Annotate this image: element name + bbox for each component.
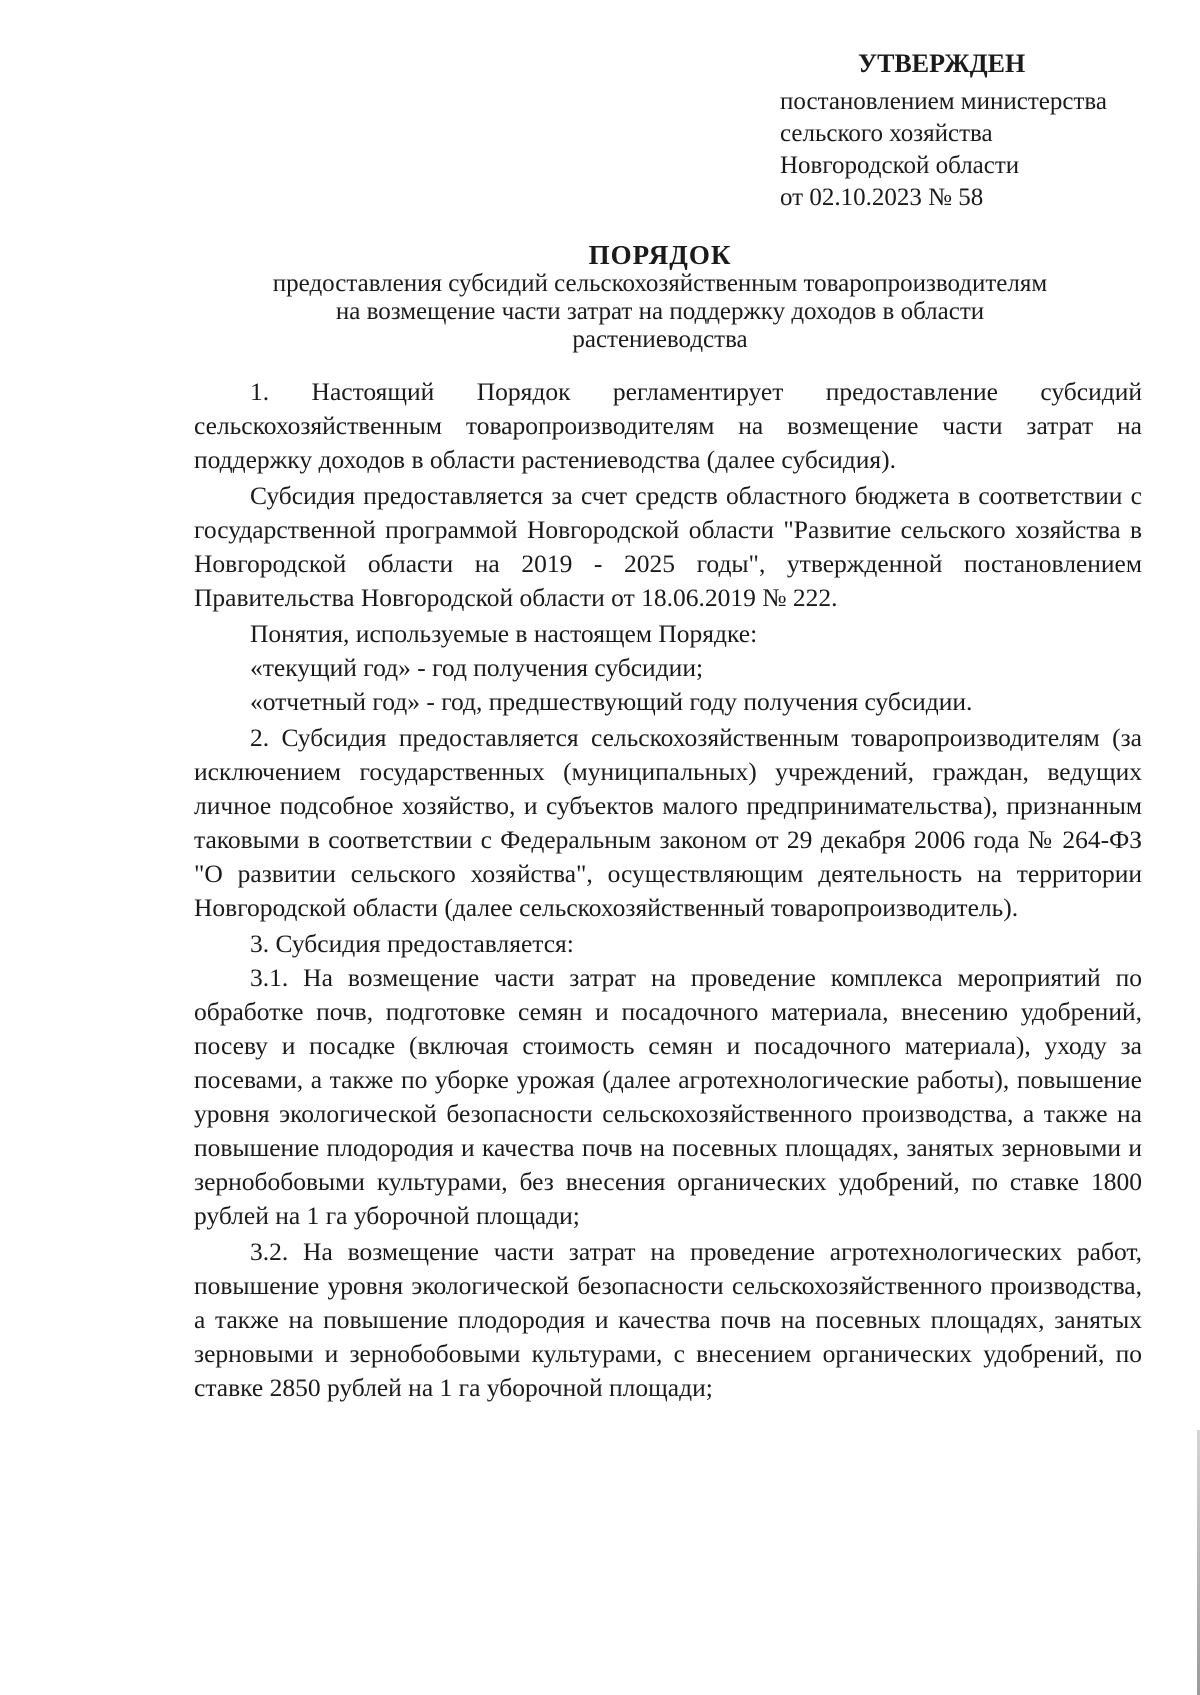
approval-line: Новгородской области (780, 152, 1020, 179)
document-subtitle-line: предоставления субсидий сельскохозяйственным товаропроизводителям (272, 270, 1048, 297)
document-subtitle-line: растениеводства (572, 326, 748, 353)
paragraph-funding: Субсидия предоставляется за счет средств областного бюджета в соответствии с государственной программой Новгородской области "Развитие сельского хозяйства в Новгородской области на 2019 - 2025 годы", утвержденной постановлением Правительства Новгородской области от 18.06.2019 № 222. (194, 481, 1142, 612)
document-subtitle-line: на возмещение части затрат на поддержку доходов в области (335, 298, 985, 325)
definition-reporting-year: «отчетный год» - год, предшествующий году получения субсидии. (250, 687, 973, 716)
document-body (194, 375, 1142, 1407)
paragraph-definitions-intro: Понятия, используемые в настоящем Порядке: (250, 619, 758, 648)
paragraph-3-1: 3.1. На возмещение части затрат на проведение комплекса мероприятий по обработке почв, подготовке семян и посадочного материала, внесению удобрений, посеву и посадке (включая стоимость семян и посадочного материала), уходу за посевами, а также по уборке урожая (далее агротехнологические работы), повышение уровня экологической безопасности сельскохозяйственного производства, а также на повышение плодородия и качества почв на посевных площадях, занятых зерновыми и зернобобовыми культурами, без внесения органических удобрений, по ставке 1800 рублей на 1 га уборочной площади; (194, 963, 1142, 1230)
paragraph-3-2: 3.2. На возмещение части затрат на проведение агротехнологических работ, повышение уровня экологической безопасности сельскохозяйственного производства, а также на повышение плодородия и качества почв на посевных площадях, занятых зерновыми и зернобобовыми культурами, с внесением органических удобрений, по ставке 2850 рублей на 1 га уборочной площади; (194, 1237, 1142, 1402)
paragraph-3: 3. Субсидия предоставляется: (250, 929, 574, 958)
definition-current-year: «текущий год» - год получения субсидии; (250, 653, 704, 682)
document-title-block (160, 240, 1160, 354)
document-title: ПОРЯДОК (588, 240, 732, 270)
approval-line: постановлением министерства (780, 88, 1107, 115)
approval-line: сельского хозяйства (780, 120, 993, 147)
approval-stamp (780, 48, 1170, 214)
approval-heading: УТВЕРЖДЕН (858, 49, 1026, 78)
paragraph-1: 1. Настоящий Порядок регламентирует предоставление субсидий сельскохозяйственным товаропроизводителям на возмещение части затрат на поддержку доходов в области растениеводства (далее субсидия). (194, 377, 1142, 474)
approval-date-number: от 02.10.2023 № 58 (780, 184, 984, 211)
paragraph-2: 2. Субсидия предоставляется сельскохозяйственным товаропроизводителям (за исключением государственных (муниципальных) учреждений, граждан, ведущих личное подсобное хозяйство, и субъектов малого предпринимательства), признанным таковыми в соответствии с Федеральным законом от 29 декабря 2006 года № 264-ФЗ "О развитии сельского хозяйства", осуществляющим деятельность на территории Новгородской области (далее сельскохозяйственный товаропроизводитель). (194, 723, 1142, 922)
